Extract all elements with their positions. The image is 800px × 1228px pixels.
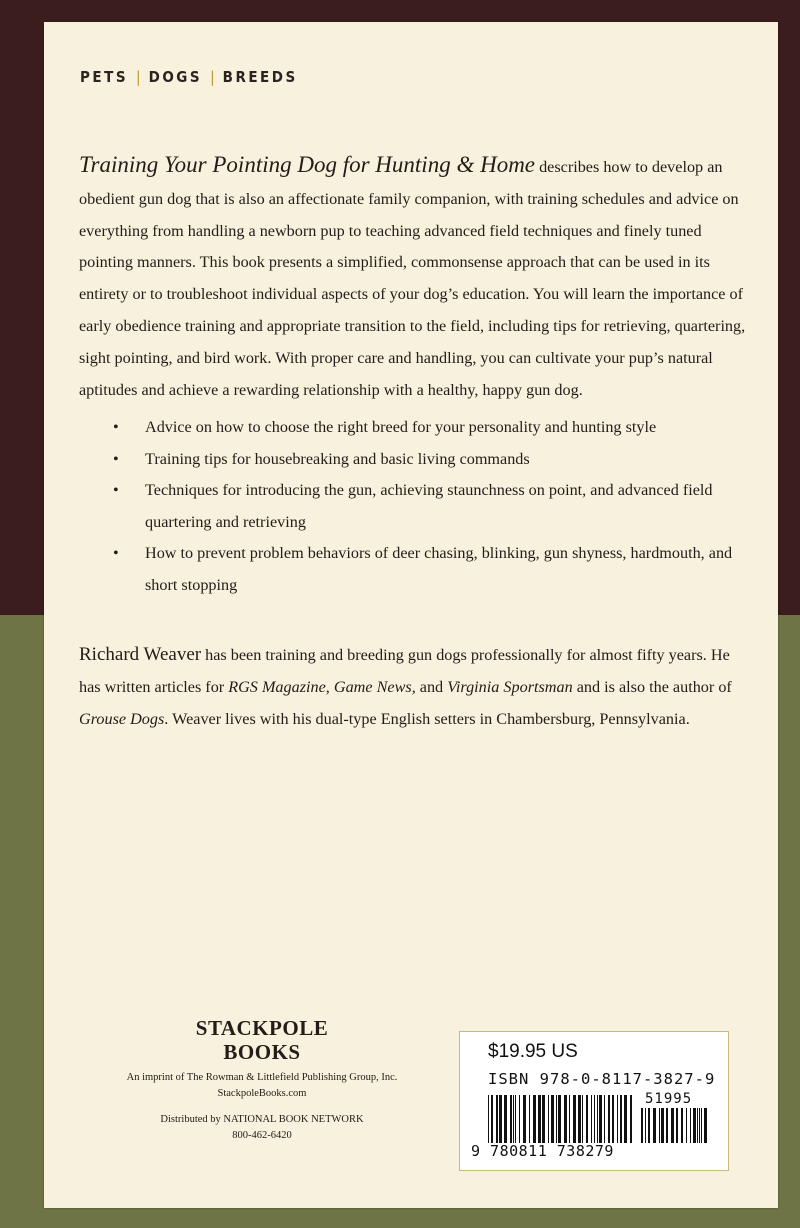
distributor-info: Distributed by NATIONAL BOOK NETWORK 800-462-6420 (160, 1114, 364, 1141)
bullet-dot-icon: • (113, 544, 119, 563)
category-dogs: DOGS (148, 68, 203, 86)
book-description (79, 149, 749, 406)
description-text: describes how to develop an obedient gun dog that is also an affectionate family companion, with training schedules and advice on everything from handling a newborn pup to teaching advanced field techniques and finely tuned pointing manners. This book presents a simplified, commonsense approach that can be used in its entirety or to troubleshoot individual aspects of your dog’s education. You will learn the importance of early obedience training and appropriate transition to the field, including tips for retrieving, quartering, sight pointing, and bird work. With proper care and handling, you can cultivate your pup’s natural aptitudes and achieve a rewarding relationship with a healthy, happy gun dog. (79, 158, 746, 399)
publication-title: Virginia Sportsman (447, 678, 573, 697)
list-item: • Training tips for housebreaking and basic living commands (79, 444, 749, 476)
bullet-dot-icon: • (113, 418, 119, 437)
list-item: • How to prevent problem behaviors of deer chasing, blinking, gun shyness, hardmouth, and short stopping (79, 538, 749, 601)
publication-title: Game News (333, 678, 412, 697)
category-line (80, 68, 298, 86)
publication-title: RGS Magazine (228, 678, 326, 697)
category-breeds: BREEDS (222, 68, 298, 86)
book-title: Training Your Pointing Dog for Hunting & Home (79, 152, 536, 177)
imprint-info: An imprint of The Rowman & Littlefield Publishing Group, Inc. StackpoleBooks.com (126, 1072, 398, 1099)
other-book-title: Grouse Dogs (79, 709, 165, 728)
category-pets: PETS (80, 68, 129, 86)
category-separator: | (210, 68, 215, 86)
barcode-icon (488, 1095, 633, 1143)
publisher-logo: STACKPOLE BOOKS (195, 1016, 329, 1064)
category-separator: | (136, 68, 141, 86)
author-name: Richard Weaver (79, 644, 202, 666)
cover-copy (79, 149, 749, 736)
feature-list (79, 412, 749, 601)
price-label: $19.95 US (488, 1041, 578, 1062)
back-cover-panel (44, 22, 778, 1208)
list-item: • Techniques for introducing the gun, achieving staunchness on point, and advanced field quartering and retrieving (79, 475, 749, 538)
addon-barcode-icon (641, 1108, 711, 1143)
bullet-dot-icon: • (113, 449, 119, 468)
isbn-label: ISBN 978-0-8117-3827-9 (488, 1070, 716, 1088)
addon-number: 51995 (645, 1091, 693, 1107)
ean-number: 9 780811 738279 (471, 1142, 614, 1160)
barcode-panel (459, 1031, 729, 1171)
author-bio: Richard Weaver has been training and breeding gun dogs professionally for almost fifty years. He has written articles for RGS Magazine, Game News, and Virginia Sportsman and is also the author of Grouse Dogs. Weaver lives with his dual-type English setters in Chambersburg, Pennsylvania. (79, 644, 732, 728)
publisher-block (102, 1016, 422, 1144)
list-item: • Advice on how to choose the right breed for your personality and hunting style (79, 412, 749, 444)
bullet-dot-icon: • (113, 481, 119, 500)
